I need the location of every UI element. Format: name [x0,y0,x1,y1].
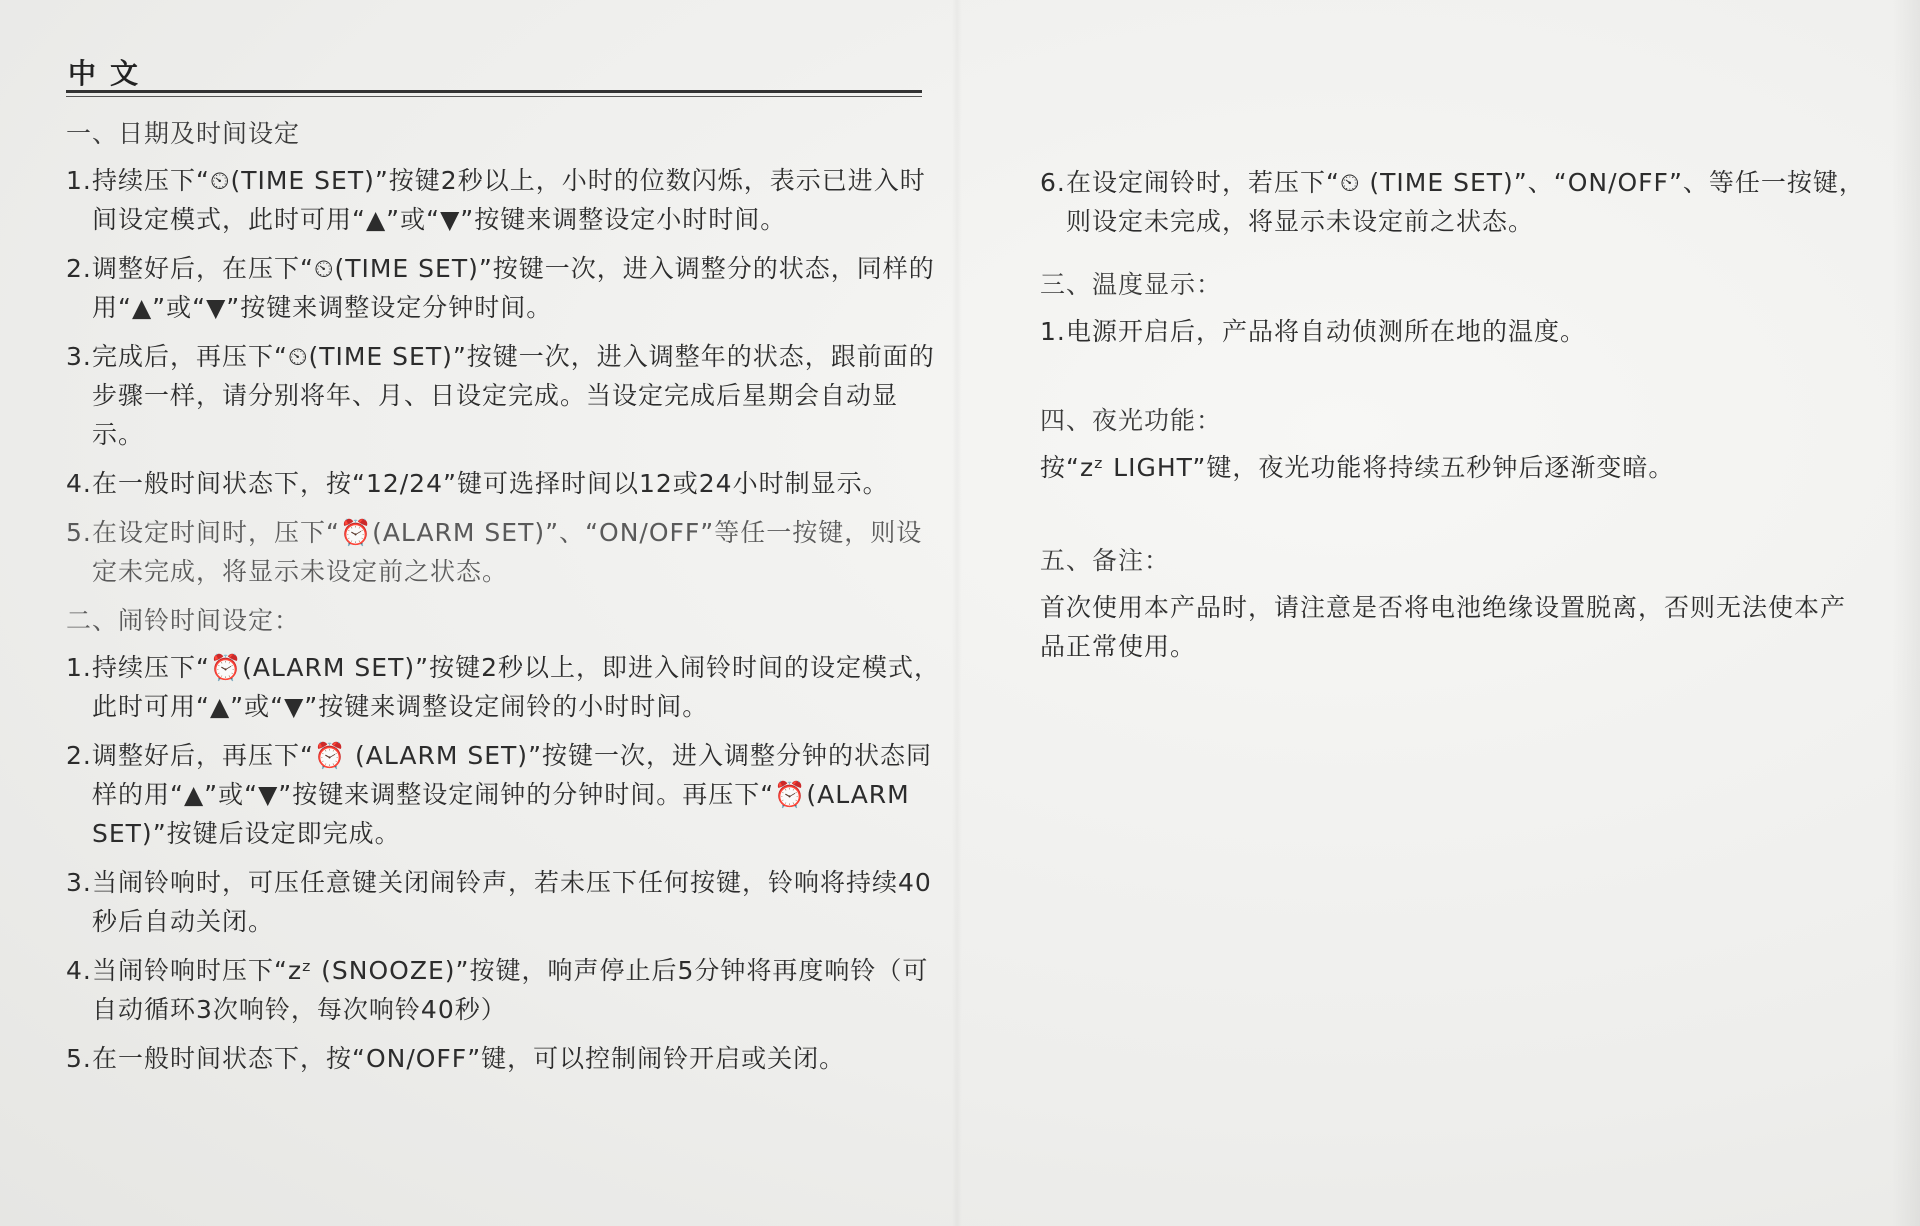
spacer [1040,487,1870,541]
item-number: 3. [66,868,92,897]
section-heading-date-time: 一、日期及时间设定 [66,119,301,148]
item-number: 2. [66,254,92,283]
list-item [66,736,946,853]
list-item [66,951,946,1029]
list-item [66,249,946,327]
list-item [66,337,946,454]
item-number: 4. [66,956,92,985]
section-heading-temperature: 三、温度显示： [1040,270,1223,299]
section-heading-alarm: 二、闹铃时间设定： [66,606,301,635]
list-item [66,513,946,591]
spacer [1040,361,1870,401]
right-column [1040,163,1870,666]
page-fold [952,0,962,1226]
list-item [66,1039,946,1078]
section-heading-notes: 五、备注： [1040,546,1171,575]
item-number: 1. [66,166,92,195]
item-text: 当闹铃响时，可压任意键关闭闹铃声，若未压下任何按键，铃响将持续40秒后自动关闭。 [92,868,932,936]
item-number: 1. [66,653,92,682]
list-item [66,648,946,726]
item-number: 5. [66,1044,92,1073]
page-edge-shadow [1892,0,1920,1226]
spacer [1040,251,1870,265]
page-title: 中文 [68,57,153,90]
item-text: 电源开启后，产品将自动侦测所在地的温度。 [1066,317,1587,346]
item-number: 5. [66,518,92,547]
list-item [66,161,946,239]
item-text: 在一般时间状态下，按“ON/OFF”键，可以控制闹铃开启或关闭。 [92,1044,846,1073]
notes-text: 首次使用本产品时，请注意是否将电池绝缘设置脱离，否则无法使本产品正常使用。 [1040,593,1847,661]
item-text: 调整好后，再压下“⏰ (ALARM SET)”按键一次，进入调整分钟的状态同样的用“▲”或“▼”按键来调整设定闹钟的分钟时间。再压下“⏰(ALARM SET)”按键后设定即完成。 [92,741,933,848]
item-text: 在设定闹铃时，若压下“⏲ (TIME SET)”、“ON/OFF”、等任一按键，则设定未完成，将显示未设定前之状态。 [1066,168,1865,236]
list-item [1040,312,1870,351]
night-light-text: 按“zᶻ LIGHT”键，夜光功能将持续五秒钟后逐渐变暗。 [1040,453,1675,482]
item-text: 在一般时间状态下，按“12/24”键可选择时间以12或24小时制显示。 [92,469,889,498]
section-heading-night-light: 四、夜光功能： [1040,406,1223,435]
item-text: 持续压下“⏰(ALARM SET)”按键2秒以上，即进入闹铃时间的设定模式，此时可用“▲”或“▼”按键来调整设定闹铃的小时时间。 [92,653,940,721]
item-text: 在设定时间时，压下“⏰(ALARM SET)”、“ON/OFF”等任一按键，则设定未完成，将显示未设定前之状态。 [92,518,923,586]
list-item [66,464,946,503]
item-text: 当闹铃响时压下“zᶻ (SNOOZE)”按键，响声停止后5分钟将再度响铃（可自动循环3次响铃，每次响铃40秒） [92,956,929,1024]
header-rule-thin [66,96,922,97]
list-item [66,863,946,941]
item-number: 4. [66,469,92,498]
header-rule [66,90,922,93]
item-number: 6. [1040,168,1066,197]
item-number: 1. [1040,317,1066,346]
item-text: 完成后，再压下“⏲(TIME SET)”按键一次，进入调整年的状态，跟前面的步骤一样，请分别将年、月、日设定完成。当设定完成后星期会自动显示。 [92,342,935,449]
item-number: 2. [66,741,92,770]
item-text: 持续压下“⏲(TIME SET)”按键2秒以上，小时的位数闪烁，表示已进入时间设定模式，此时可用“▲”或“▼”按键来调整设定小时时间。 [92,166,926,234]
left-column [66,114,946,1088]
item-text: 调整好后，在压下“⏲(TIME SET)”按键一次，进入调整分的状态，同样的用“▲”或“▼”按键来调整设定分钟时间。 [92,254,935,322]
list-item [1040,163,1870,241]
item-number: 3. [66,342,92,371]
